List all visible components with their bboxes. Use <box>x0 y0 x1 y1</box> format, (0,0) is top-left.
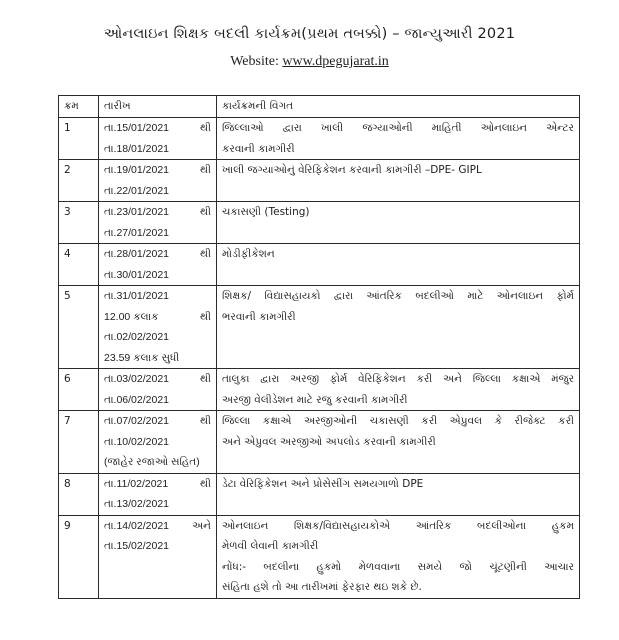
website-label: Website: <box>230 54 279 69</box>
row-serial: 8 <box>59 473 99 515</box>
date-text: તા.11/02/2021 <box>104 477 169 490</box>
date-text: તા.31/01/2021 <box>104 290 170 302</box>
row-date-cell <box>99 202 217 244</box>
row-date-cell <box>99 244 217 286</box>
row-description-cell <box>217 473 580 515</box>
date-connector: થી <box>199 310 211 323</box>
date-line <box>104 494 211 515</box>
date-line <box>104 181 211 202</box>
date-text: તા.30/01/2021 <box>104 268 170 281</box>
table-row <box>59 202 580 244</box>
row-description-cell <box>217 369 580 411</box>
date-line <box>104 536 211 557</box>
table-row <box>59 411 580 474</box>
row-date-cell <box>99 515 217 598</box>
date-text: તા.06/02/2021 <box>104 393 170 406</box>
description-line: નોંધ:- બદલીના હુકમો મેળવવાના સમયે જો ચૂંટણીની આચાર <box>222 560 574 573</box>
date-connector: થી <box>199 248 211 260</box>
row-description-cell <box>217 244 580 286</box>
table-row <box>59 286 580 369</box>
date-connector: થી <box>199 415 211 427</box>
date-line <box>104 286 211 307</box>
header-details: કાર્યક્રમની વિગત <box>217 96 580 118</box>
description-line: ચકાસણી (Testing) <box>222 206 310 218</box>
row-date-cell <box>99 286 217 369</box>
date-text: 23.59 કલાક સુધી <box>104 351 180 364</box>
date-text: તા.14/02/2021 <box>104 519 170 532</box>
date-text: તા.10/02/2021 <box>104 435 170 448</box>
date-line <box>104 432 211 453</box>
date-line <box>104 223 211 244</box>
description-line: તાલુકા દ્વારા અરજી ફોર્મ વેરિફિકેશન કરી અને જિલ્લા કક્ષાએ મંજુર <box>222 373 574 385</box>
row-date-cell <box>99 473 217 515</box>
table-row <box>59 244 580 286</box>
description-line: શિક્ષક/ વિદ્યાસહાયકો દ્વારા આંતરિક બદલીઓ માટે ઓનલાઇન ફોર્મ <box>222 290 574 302</box>
date-connector: અને <box>192 519 211 532</box>
table-row <box>59 369 580 411</box>
row-serial: 5 <box>59 286 99 369</box>
description-line: અરજી વેલીડેશન માટે રજુ કરવાની કામગીરી <box>222 393 408 406</box>
date-text: તા.02/02/2021 <box>104 331 170 343</box>
date-line <box>104 390 211 411</box>
row-serial: 1 <box>59 118 99 160</box>
schedule-body <box>59 118 580 599</box>
date-line <box>104 327 211 348</box>
date-text: તા.18/01/2021 <box>104 142 170 155</box>
row-serial: 2 <box>59 160 99 202</box>
date-text: તા.13/02/2021 <box>104 498 170 510</box>
row-date-cell <box>99 369 217 411</box>
row-date-cell <box>99 160 217 202</box>
date-line <box>104 474 211 495</box>
description-line: ભરવાની કામગીરી <box>222 310 296 323</box>
website-link[interactable]: www.dpegujarat.in <box>282 54 389 69</box>
row-description-cell <box>217 411 580 474</box>
date-line <box>104 516 211 537</box>
date-text: તા.27/01/2021 <box>104 226 170 239</box>
header-date: તારીખ <box>99 96 217 118</box>
date-connector: થી <box>199 373 211 385</box>
date-connector: થી <box>199 164 211 176</box>
date-connector: થી <box>199 122 211 134</box>
date-text: તા.15/02/2021 <box>104 540 170 552</box>
date-text: તા.07/02/2021 <box>104 415 170 427</box>
row-date-cell <box>99 411 217 474</box>
table-row <box>59 473 580 515</box>
table-row <box>59 118 580 160</box>
date-text: તા.03/02/2021 <box>104 373 170 385</box>
row-serial: 6 <box>59 369 99 411</box>
page-title: ઓનલાઇન શિક્ષક બદલી કાર્યક્રમ(પ્રથમ તબક્કો) – જાન્યુઆરી 2021 <box>103 26 516 42</box>
date-text: તા.22/01/2021 <box>104 184 170 197</box>
date-text: તા.28/01/2021 <box>104 248 170 260</box>
header-serial: ક્રમ <box>59 96 99 118</box>
date-line <box>104 202 211 223</box>
description-line: ખાલી જગ્યાઓનું વેરિફિકેશન કરવાની કામગીરી –DPE- GIPL <box>222 164 482 176</box>
date-line <box>104 265 211 286</box>
row-description-cell <box>217 118 580 160</box>
description-line: કરવાની કામગીરી <box>222 142 295 155</box>
date-line <box>104 244 211 265</box>
date-text: તા.15/01/2021 <box>104 122 170 134</box>
row-serial: 7 <box>59 411 99 474</box>
row-description-cell <box>217 515 580 598</box>
description-line: જિલ્લાઓ દ્વારા ખાલી જગ્યાઓની માહિતી ઓનલાઇન એન્ટર <box>222 122 574 134</box>
date-line <box>104 160 211 181</box>
date-line <box>104 348 211 369</box>
header-row <box>59 96 580 118</box>
table-row <box>59 160 580 202</box>
date-line <box>104 139 211 160</box>
description-line: ઓનલાઇન શિક્ષક/વિદ્યાસહાયકોએ આંતરિક બદલીઓના હુકમ <box>222 519 574 532</box>
row-description-cell <box>217 286 580 369</box>
row-date-cell <box>99 118 217 160</box>
description-line: અને એપ્રુવલ અરજીઓ અપલોડ કરવાની કામગીરી <box>222 435 436 448</box>
description-line: મોડીફીકેશન <box>222 248 275 260</box>
description-line: મેળવી લેવાની કામગીરી <box>222 540 319 552</box>
date-connector: થી <box>199 477 211 490</box>
row-serial: 4 <box>59 244 99 286</box>
date-text: 12.00 કલાક <box>104 310 159 323</box>
description-line: ડેટા વેરિફિકેશન અને પ્રોસેસીંગ સમયગાળો DPE <box>222 477 424 490</box>
row-serial: 9 <box>59 515 99 598</box>
description-line: સંહિતા હશે તો આ તારીખમાં ફેરફાર થઇ શકે છે. <box>222 581 422 593</box>
date-line <box>104 307 211 328</box>
website-line <box>0 54 619 70</box>
row-description-cell <box>217 202 580 244</box>
date-text: તા.23/01/2021 <box>104 206 170 218</box>
date-text: તા.19/01/2021 <box>104 164 170 176</box>
date-line <box>104 411 211 432</box>
date-line <box>104 452 211 473</box>
description-line: જિલ્લા કક્ષાએ અરજીઓની ચકાસણી કરી એપ્રુવલ કે રીજેક્ટ કરી <box>222 415 574 427</box>
schedule-table <box>58 95 580 599</box>
row-serial: 3 <box>59 202 99 244</box>
date-text: (જાહેર રજાઓ સહિત) <box>104 456 200 468</box>
table-row <box>59 515 580 598</box>
date-line <box>104 118 211 139</box>
date-line <box>104 369 211 390</box>
row-description-cell <box>217 160 580 202</box>
date-connector: થી <box>199 206 211 218</box>
